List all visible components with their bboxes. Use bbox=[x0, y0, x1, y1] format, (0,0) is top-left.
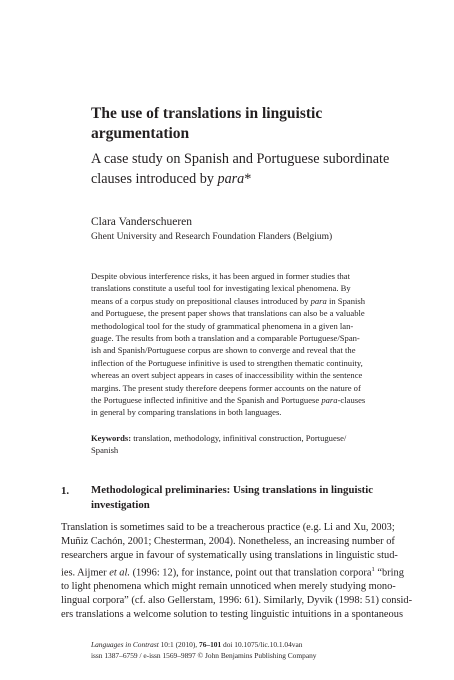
body-paragraph bbox=[61, 521, 413, 622]
abstract-line: translations constitute a useful tool for investigating lexical phenomena. By bbox=[91, 283, 351, 294]
keywords bbox=[91, 432, 391, 457]
abstract-line: whereas an overt subject appears in cases of inaccessibility within the sentence bbox=[91, 370, 363, 381]
footer-issn: issn 1387–6759 / e-issn 1569–9897 © John Benjamins Publishing Company bbox=[91, 650, 317, 660]
keywords-line: Spanish bbox=[91, 445, 119, 456]
section-heading bbox=[91, 483, 391, 512]
abstract-line: inflection of the Portuguese infinitive is used to strengthen thematic continuity, bbox=[91, 357, 363, 368]
abstract-italic-term: para bbox=[310, 295, 327, 306]
article-subtitle bbox=[91, 150, 431, 189]
section-number: 1. bbox=[61, 485, 70, 497]
abstract-line: margins. The present study therefore deepens former accounts on the nature of bbox=[91, 382, 361, 393]
subtitle-text: clauses introduced by bbox=[91, 170, 218, 187]
article-title-line: The use of translations in linguistic bbox=[91, 105, 323, 122]
footnote-marker: * bbox=[244, 170, 252, 187]
abstract-line bbox=[91, 295, 391, 307]
abstract-line: Despite obvious interference risks, it has been argued in former studies that bbox=[91, 271, 351, 281]
body-line: to light phenomena which might remain unnoticed when merely studying mono- bbox=[61, 581, 396, 593]
keywords-label: Keywords: bbox=[91, 433, 132, 443]
keywords-line bbox=[91, 432, 391, 444]
footnote-reference: 1 bbox=[371, 566, 375, 573]
article-title bbox=[91, 104, 431, 144]
body-line: ers translations a welcome solution to testing linguistic intuitions in a spontaneous bbox=[61, 609, 403, 621]
abstract-text: means of a corpus study on prepositional clauses introduced by bbox=[91, 295, 311, 306]
body-line bbox=[61, 563, 404, 580]
body-text: ies. Aijmer bbox=[61, 567, 110, 579]
body-line: researchers argue in favour of systematically using translations in linguistic stud- bbox=[61, 550, 398, 561]
article-subtitle-line: A case study on Spanish and Portuguese subordinate bbox=[91, 151, 390, 167]
article-title-line: argumentation bbox=[91, 125, 190, 142]
abstract-line: methodological tool for the study of grammatical phenomena in a given lan- bbox=[91, 320, 354, 331]
page-footer bbox=[91, 640, 317, 661]
abstract-line: guage. The results from both a translation and a comparable Portuguese/Span- bbox=[91, 333, 360, 344]
page-range: 76–101 bbox=[199, 640, 222, 649]
abstract-line: and Portuguese, the present paper shows that translations can also be a valuable bbox=[91, 308, 365, 319]
journal-volume: 10:1 (2010), bbox=[158, 640, 199, 649]
abstract-text: -clauses bbox=[337, 395, 366, 406]
keywords-text: translation, methodology, infinitival construction, Portuguese/ bbox=[131, 433, 347, 443]
body-line: Translation is sometimes said to be a treacherous practice (e.g. Li and Xu, 2003; bbox=[61, 522, 395, 533]
body-line: Muñiz Cachón, 2001; Chesterman, 2004). Nonetheless, an increasing number of bbox=[61, 536, 395, 547]
section-heading-line: Methodological preliminaries: Using translations in linguistic bbox=[91, 484, 374, 496]
abstract-text: the Portuguese inflected infinitive and the Spanish and Portuguese bbox=[91, 395, 322, 406]
subtitle-italic-term: para bbox=[217, 170, 245, 187]
article-subtitle-line bbox=[91, 170, 431, 190]
body-line: lingual corpora” (cf. also Gellerstam, 1996: 61). Similarly, Dyvik (1998: 51) consid- bbox=[61, 595, 413, 607]
body-text: “bring bbox=[374, 567, 404, 579]
author-affiliation: Ghent University and Research Foundation Flanders (Belgium) bbox=[91, 232, 333, 242]
journal-name: Languages in Contrast bbox=[91, 640, 159, 649]
abstract-text: in Spanish bbox=[326, 295, 366, 306]
abstract-italic-term: para bbox=[321, 395, 338, 406]
doi: doi 10.1075/lic.10.1.04van bbox=[221, 640, 303, 649]
abstract-line: ish and Spanish/Portuguese corpus are shown to converge and reveal that the bbox=[91, 345, 356, 356]
abstract-line: in general by comparing translations in both languages. bbox=[91, 407, 282, 418]
footer-citation bbox=[91, 640, 317, 651]
author-name: Clara Vanderschueren bbox=[91, 216, 193, 228]
body-italic-term: et al. bbox=[109, 567, 130, 579]
section-heading-line: investigation bbox=[91, 498, 150, 511]
abstract-line bbox=[91, 394, 391, 406]
abstract bbox=[91, 270, 391, 419]
body-text: (1996: 12), for instance, point out that translation corpora bbox=[129, 567, 372, 579]
